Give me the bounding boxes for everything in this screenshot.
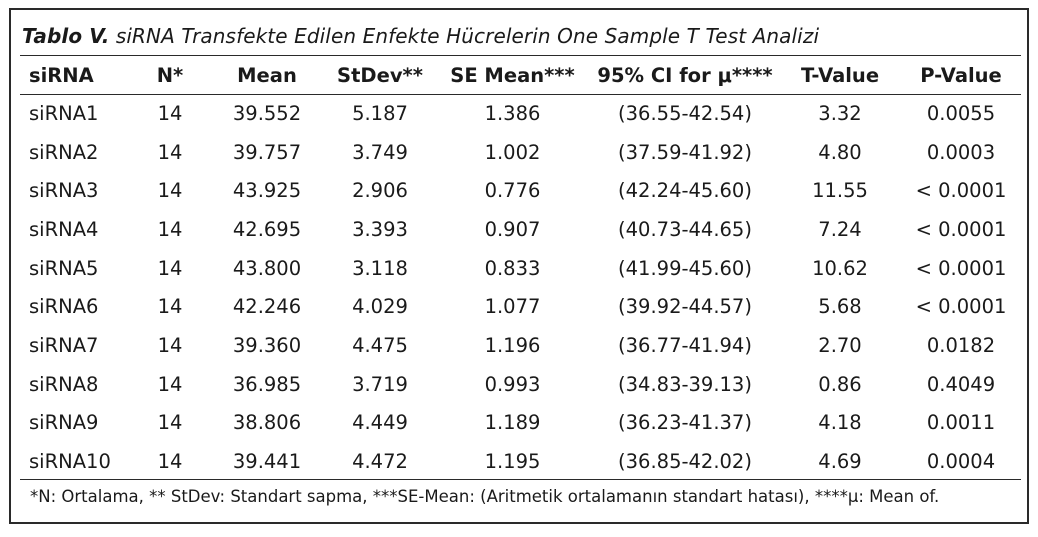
table-cell: siRNA6 (29, 295, 99, 319)
table-cell: 0.907 (484, 217, 541, 241)
table-cell: 1.386 (484, 101, 541, 125)
table-cell: 1.077 (484, 295, 541, 319)
table-cell: 4.472 (352, 450, 408, 474)
table-cell: 14 (157, 256, 183, 280)
table-row (20, 287, 1021, 326)
table-cell: (41.99-45.60) (618, 256, 752, 280)
table-cell: 0.0003 (926, 140, 996, 164)
table-cell: 4.449 (352, 411, 408, 435)
table-cell: 43.800 (232, 256, 302, 280)
table-cell: siRNA2 (29, 140, 99, 164)
table-cell: 3.32 (818, 101, 862, 125)
table-cell: 4.69 (818, 450, 862, 474)
table-cell: 14 (157, 411, 183, 435)
table-cell: 42.695 (232, 217, 302, 241)
table-row (20, 94, 1021, 133)
table-cell: siRNA10 (29, 450, 111, 474)
table-cell: (34.83-39.13) (618, 372, 752, 396)
table-cell: 0.833 (484, 256, 541, 280)
table-cell: 14 (157, 372, 183, 396)
table-cell: 4.18 (818, 411, 862, 435)
table-cell: 4.029 (352, 295, 408, 319)
table-cell: 5.68 (818, 295, 862, 319)
header-cell: SE Mean*** (450, 63, 575, 87)
header-cell: 95% CI for μ**** (597, 63, 773, 87)
table-cell: siRNA9 (29, 411, 99, 435)
caption-label: Tablo V. (22, 24, 110, 48)
table-cell: siRNA1 (29, 101, 99, 125)
table-cell: 3.393 (352, 217, 408, 241)
table-cell: siRNA4 (29, 217, 99, 241)
table-cell: < 0.0001 (915, 256, 1007, 280)
table-cell: 38.806 (232, 411, 302, 435)
table-cell: 1.195 (484, 450, 541, 474)
table-caption (22, 24, 819, 48)
table-cell: 1.196 (484, 333, 541, 357)
table-cell: < 0.0001 (915, 179, 1007, 203)
table-cell: 3.118 (352, 256, 408, 280)
table-cell: 14 (157, 101, 183, 125)
table-cell: 4.80 (818, 140, 862, 164)
table-cell: (36.55-42.54) (618, 101, 752, 125)
table-row (20, 442, 1021, 481)
table-cell: (36.23-41.37) (618, 411, 752, 435)
table-cell: < 0.0001 (915, 217, 1007, 241)
header-cell: StDev** (337, 63, 423, 87)
header-cell: T-Value (800, 63, 880, 87)
table-cell: 10.62 (812, 256, 868, 280)
table-cell: siRNA8 (29, 372, 99, 396)
table-cell: 0.0182 (926, 333, 996, 357)
table-cell: 14 (157, 333, 183, 357)
table-cell: 7.24 (818, 217, 862, 241)
table-cell: 11.55 (812, 179, 868, 203)
table-cell: 0.776 (484, 179, 541, 203)
header-cell: siRNA (29, 63, 94, 87)
table-cell: (36.85-42.02) (618, 450, 752, 474)
table-cell: 0.86 (818, 372, 862, 396)
table-row (20, 404, 1021, 443)
table-row (20, 365, 1021, 404)
table-cell: 4.475 (352, 333, 408, 357)
results-table (20, 56, 1021, 481)
table-cell: 3.749 (352, 140, 408, 164)
table-cell: siRNA3 (29, 179, 99, 203)
table-cell: 39.757 (232, 140, 302, 164)
table-cell: 0.0011 (926, 411, 996, 435)
table-cell: 5.187 (352, 101, 408, 125)
caption-text: siRNA Transfekte Edilen Enfekte Hücrelerin One Sample T Test Analizi (109, 24, 820, 48)
table-cell: 1.002 (484, 140, 541, 164)
table-cell: 0.0004 (926, 450, 996, 474)
table-row (20, 210, 1021, 249)
table-footnote: *N: Ortalama, ** StDev: Standart sapma, ***SE-Mean: (Aritmetik ortalamanın standart hatası), ****μ: Mean of. (30, 487, 940, 506)
table-row (20, 133, 1021, 172)
table-cell: 43.925 (232, 179, 302, 203)
table-cell: 39.360 (232, 333, 302, 357)
table-cell: 1.189 (484, 411, 541, 435)
table-cell: 39.441 (232, 450, 302, 474)
table-row (20, 249, 1021, 288)
header-cell: N* (156, 63, 184, 87)
table-cell: 0.0055 (926, 101, 996, 125)
table-cell: (42.24-45.60) (618, 179, 752, 203)
table-cell: 14 (157, 450, 183, 474)
table-cell: 3.719 (352, 372, 408, 396)
table-cell: 14 (157, 217, 183, 241)
table-cell: 14 (157, 140, 183, 164)
table-row (20, 326, 1021, 365)
table-cell: 2.70 (818, 333, 862, 357)
header-cell: P-Value (920, 63, 1002, 87)
table-cell: (36.77-41.94) (618, 333, 752, 357)
table-cell: 14 (157, 295, 183, 319)
table-cell: 2.906 (352, 179, 408, 203)
table-row (20, 171, 1021, 210)
header-row (20, 56, 1021, 94)
table-cell: 0.993 (484, 372, 541, 396)
table-body (20, 94, 1021, 481)
table-cell: (40.73-44.65) (618, 217, 752, 241)
table-cell: (37.59-41.92) (618, 140, 752, 164)
table-cell: (39.92-44.57) (618, 295, 752, 319)
table-cell: siRNA5 (29, 256, 99, 280)
table-cell: 39.552 (232, 101, 302, 125)
table-cell: 42.246 (232, 295, 302, 319)
table-cell: 0.4049 (926, 372, 996, 396)
table-cell: 36.985 (232, 372, 302, 396)
table-cell: siRNA7 (29, 333, 99, 357)
table-cell: 14 (157, 179, 183, 203)
table-cell: < 0.0001 (915, 295, 1007, 319)
header-cell: Mean (237, 63, 297, 87)
